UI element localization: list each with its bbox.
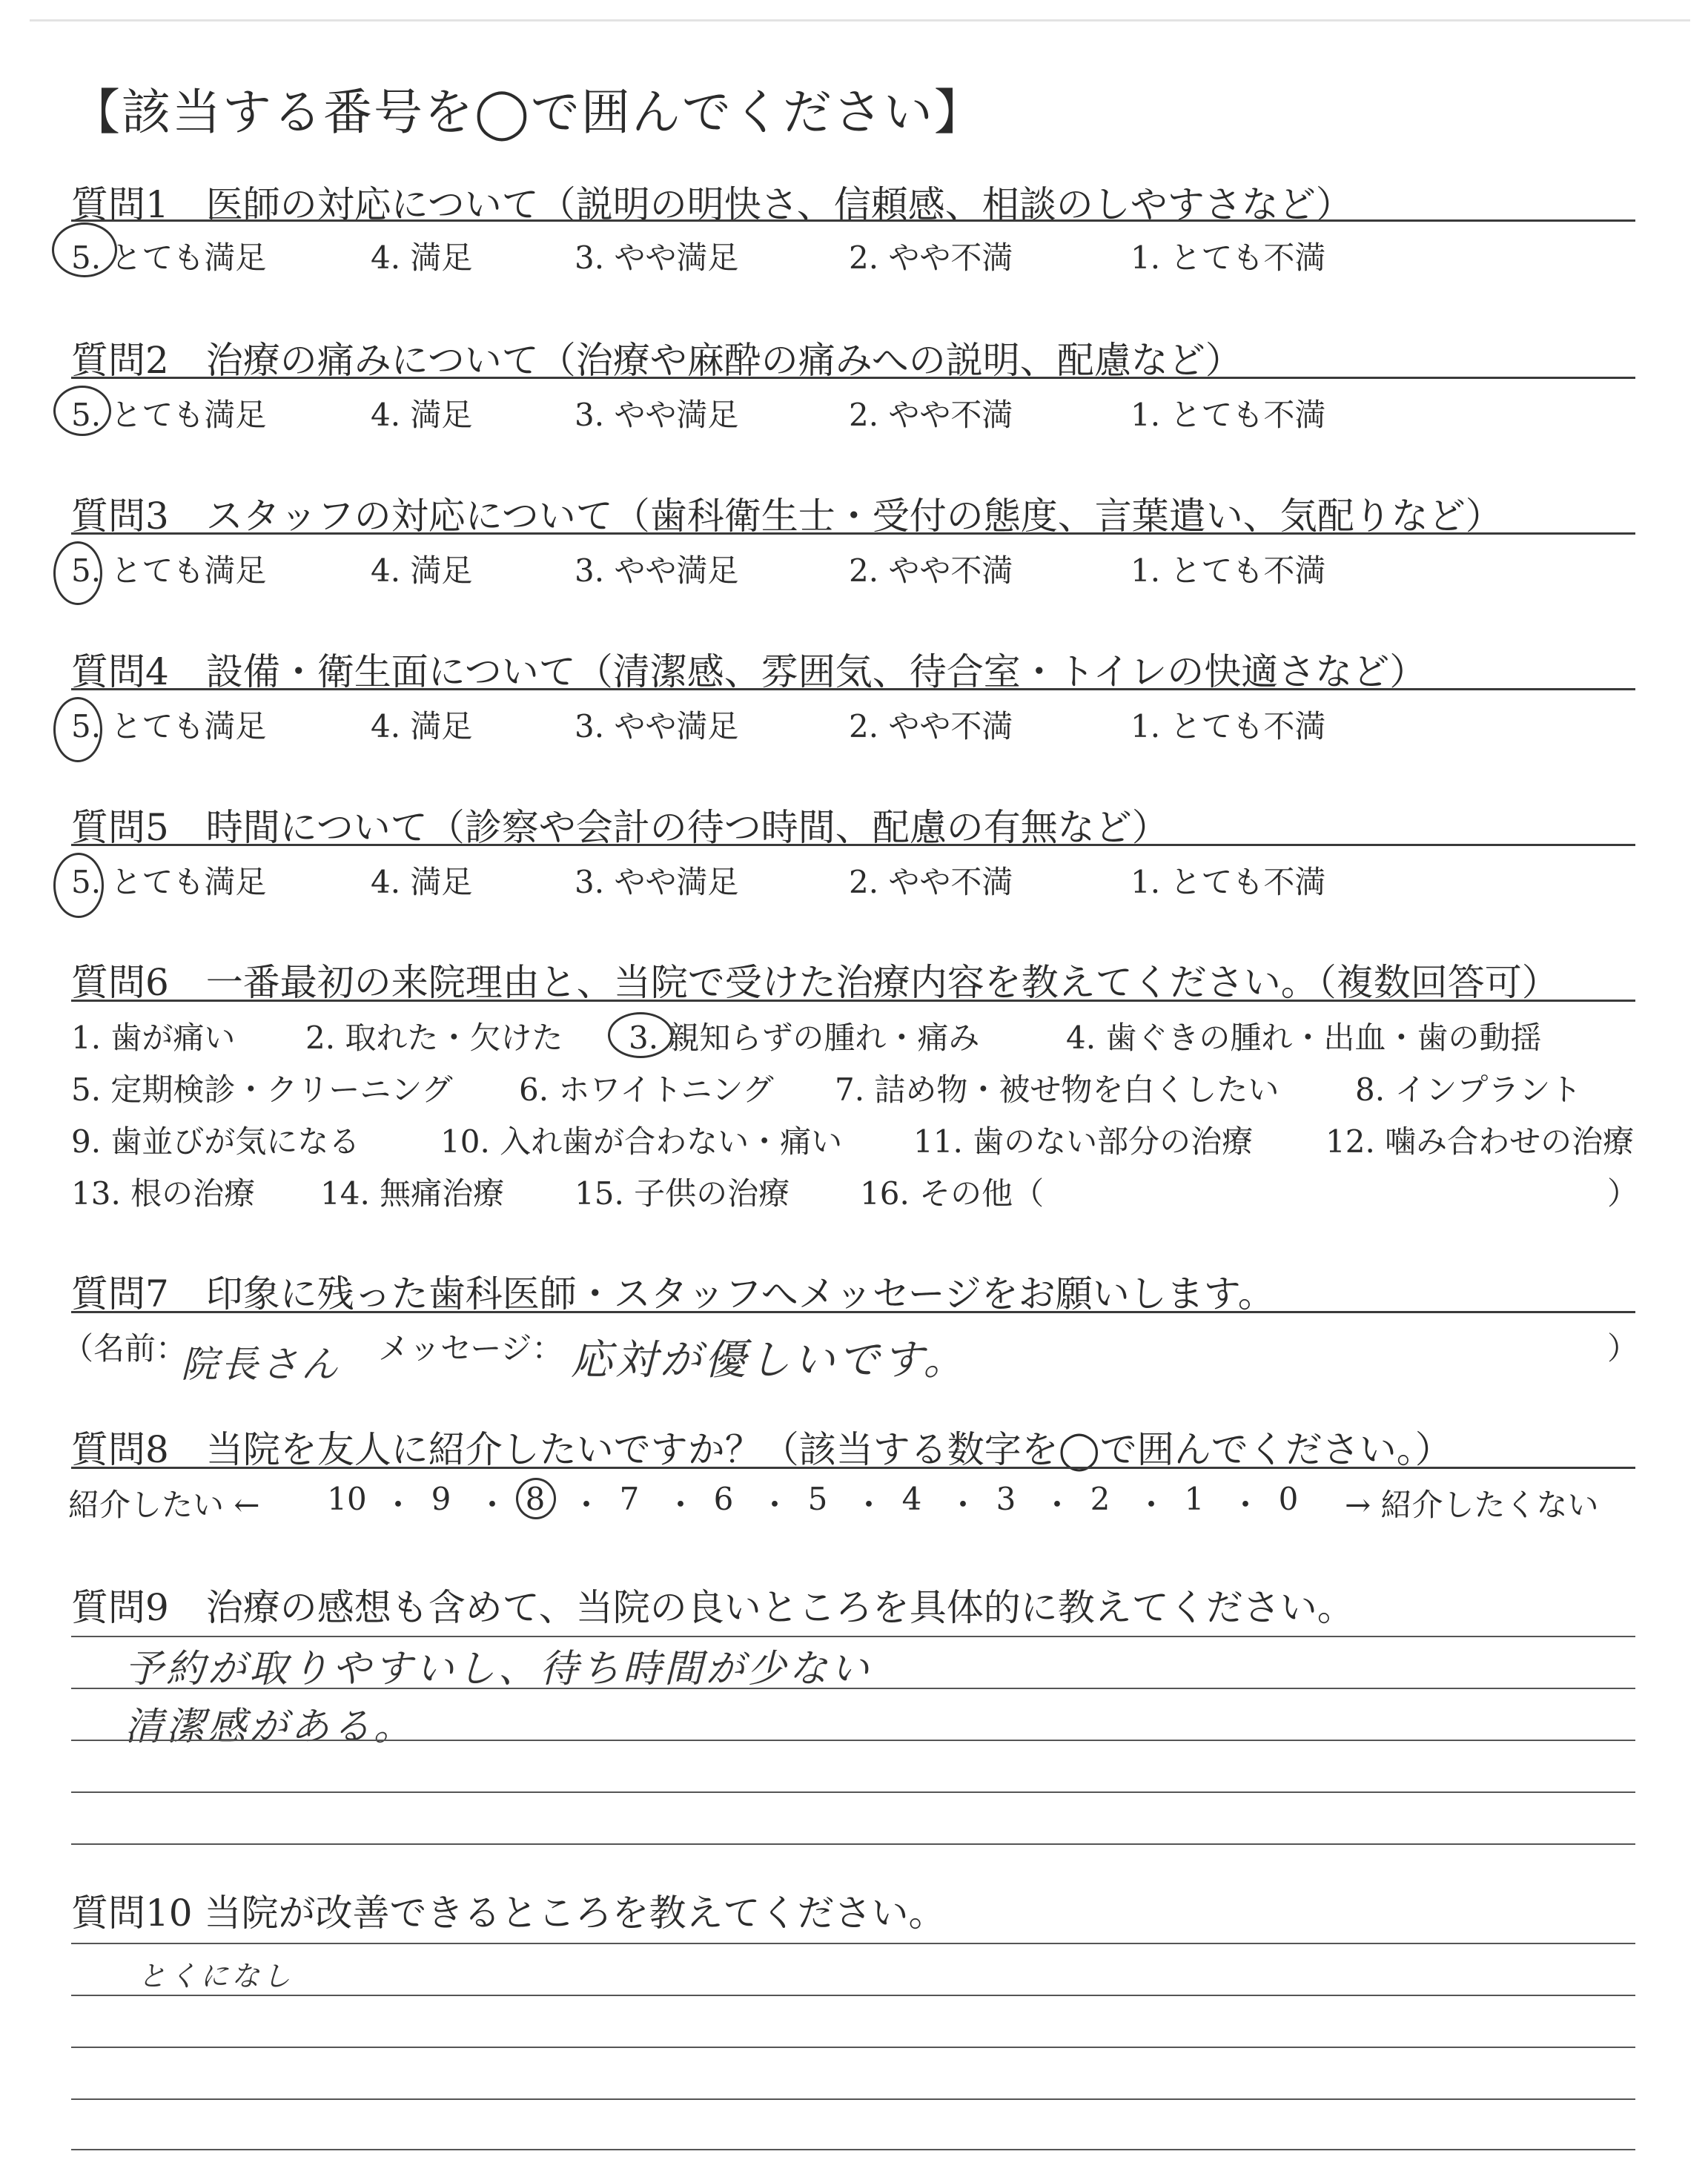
q8-left-label: 紹介したい ← [68, 1487, 260, 1523]
q6-option-10[interactable]: 10. 入れ歯が合わない・痛い [440, 1123, 843, 1160]
q5-option-1[interactable]: 1. とても不満 [1131, 864, 1326, 900]
q7-name-handwritten[interactable]: 院長さん [181, 1343, 341, 1386]
q8-scale-separator: ・ [759, 1487, 791, 1523]
q6-option-13[interactable]: 13. 根の治療 [71, 1175, 256, 1212]
question-7-label: 質問7 印象に残った歯科医師・スタッフへメッセージをお願いします。 [71, 1272, 1275, 1315]
question-9-label: 質問9 治療の感想も含めて、当院の良いところを具体的に教えてください。 [71, 1586, 1354, 1629]
q4-option-2[interactable]: 2. やや不満 [849, 708, 1013, 744]
q9-answer-handwritten-2[interactable]: 清潔感がある。 [125, 1705, 416, 1749]
q8-scale-separator: ・ [947, 1487, 979, 1523]
q5-option-2[interactable]: 2. やや不満 [849, 864, 1013, 900]
question-1-rule [71, 219, 1635, 222]
q6-option-1[interactable]: 1. 歯が痛い [71, 1020, 236, 1056]
q6-close-paren: ） [1607, 1175, 1639, 1212]
q8-scale-value[interactable]: 2 [1090, 1481, 1110, 1517]
question-6-rule [71, 1000, 1635, 1002]
q8-scale-value[interactable]: 0 [1278, 1481, 1299, 1517]
q2-option-1[interactable]: 1. とても不満 [1131, 397, 1326, 433]
question-3-rule [71, 532, 1635, 535]
q10-answer-line-2 [71, 1995, 1635, 1996]
q3-option-1[interactable]: 1. とても不満 [1131, 552, 1326, 589]
q9-answer-line-2 [71, 1688, 1635, 1689]
q2-option-5[interactable]: 5. とても満足 [71, 397, 267, 433]
q5-option-5[interactable]: 5. とても満足 [71, 864, 267, 900]
q8-scale-value[interactable]: 10 [327, 1481, 367, 1517]
q8-scale-value[interactable]: 7 [619, 1481, 640, 1517]
question-2-label: 質問2 治療の痛みについて（治療や麻酔の痛みへの説明、配慮など） [71, 339, 1242, 382]
q3-option-4[interactable]: 4. 満足 [371, 552, 473, 589]
q10-answer-handwritten-1[interactable]: とくになし [138, 1960, 294, 1992]
q1-option-4[interactable]: 4. 満足 [371, 240, 473, 276]
q6-option-9[interactable]: 9. 歯並びが気になる [71, 1123, 360, 1160]
q3-option-2[interactable]: 2. やや不満 [849, 552, 1013, 589]
q4-option-5[interactable]: 5. とても満足 [71, 708, 267, 744]
q9-answer-handwritten-1[interactable]: 予約が取りやすいし、待ち時間が少ない [125, 1647, 873, 1691]
q7-close-paren: ） [1607, 1330, 1639, 1367]
q4-option-3[interactable]: 3. やや満足 [575, 708, 739, 744]
q8-scale-value[interactable]: 8 [525, 1481, 546, 1517]
q10-answer-line-3 [71, 2047, 1635, 2048]
question-2-rule [71, 377, 1635, 379]
q8-scale-value[interactable]: 6 [713, 1481, 734, 1517]
q5-option-3[interactable]: 3. やや満足 [575, 864, 739, 900]
question-1-label: 質問1 医師の対応について（説明の明快さ、信頼感、相談のしやすさなど） [71, 183, 1353, 226]
q10-answer-line-4 [71, 2098, 1635, 2100]
top-border [30, 19, 1690, 22]
q4-option-4[interactable]: 4. 満足 [371, 708, 473, 744]
q8-scale-separator: ・ [571, 1487, 603, 1523]
q8-scale-separator: ・ [1042, 1487, 1073, 1523]
q1-option-2[interactable]: 2. やや不満 [849, 240, 1013, 276]
q8-scale-separator: ・ [477, 1487, 509, 1523]
q10-answer-line-5 [71, 2149, 1635, 2150]
q8-scale-separator: ・ [1136, 1487, 1168, 1523]
q8-scale [325, 1481, 1325, 1522]
question-7-rule [71, 1311, 1635, 1313]
q3-option-5[interactable]: 5. とても満足 [71, 552, 267, 589]
q2-option-3[interactable]: 3. やや満足 [575, 397, 739, 433]
question-6-label: 質問6 一番最初の来院理由と、当院で受けた治療内容を教えてください。（複数回答可） [71, 961, 1559, 1004]
q6-option-2[interactable]: 2. 取れた・欠けた [305, 1020, 563, 1056]
q6-option-6[interactable]: 6. ホワイトニング [519, 1071, 774, 1108]
q8-scale-separator: ・ [665, 1487, 697, 1523]
q8-scale-separator: ・ [383, 1487, 414, 1523]
q9-answer-line-5 [71, 1843, 1635, 1845]
q6-option-4[interactable]: 4. 歯ぐきの腫れ・出血・歯の動揺 [1066, 1020, 1542, 1056]
q8-scale-separator: ・ [1230, 1487, 1262, 1523]
q8-scale-value[interactable]: 4 [901, 1481, 922, 1517]
q7-message-label: メッセージ： [378, 1330, 563, 1367]
question-3-label: 質問3 スタッフの対応について（歯科衛生士・受付の態度、言葉遣い、気配りなど） [71, 495, 1503, 538]
question-8-rule [71, 1467, 1635, 1469]
q2-option-4[interactable]: 4. 満足 [371, 397, 473, 433]
q8-scale-value[interactable]: 1 [1184, 1481, 1205, 1517]
q3-option-3[interactable]: 3. やや満足 [575, 552, 739, 589]
q6-option-5[interactable]: 5. 定期検診・クリーニング [71, 1071, 453, 1108]
q7-name-label: （名前： [62, 1330, 188, 1367]
q6-option-11[interactable]: 11. 歯のない部分の治療 [913, 1123, 1254, 1160]
question-10-label: 質問10 当院が改善できるところを教えてください。 [71, 1892, 946, 1935]
q5-option-4[interactable]: 4. 満足 [371, 864, 473, 900]
q6-option-15[interactable]: 15. 子供の治療 [575, 1175, 790, 1212]
q6-option-8[interactable]: 8. インプラント [1355, 1071, 1582, 1108]
question-4-label: 質問4 設備・衛生面について（清潔感、雰囲気、待合室・トイレの快適さなど） [71, 650, 1427, 693]
q9-answer-line-4 [71, 1791, 1635, 1793]
q1-option-3[interactable]: 3. やや満足 [575, 240, 739, 276]
q8-right-label: → 紹介したくない [1345, 1487, 1599, 1523]
question-4-rule [71, 688, 1635, 690]
q8-scale-value[interactable]: 5 [807, 1481, 828, 1517]
question-5-rule [71, 844, 1635, 846]
q4-option-1[interactable]: 1. とても不満 [1131, 708, 1326, 744]
q6-option-12[interactable]: 12. 噛み合わせの治療 [1325, 1123, 1635, 1160]
q10-answer-line-1 [71, 1943, 1635, 1944]
q8-scale-value[interactable]: 3 [996, 1481, 1016, 1517]
q6-option-7[interactable]: 7. 詰め物・被せ物を白くしたい [835, 1071, 1280, 1108]
q1-option-5[interactable]: 5. とても満足 [71, 240, 267, 276]
q6-option-16[interactable]: 16. その他（ [860, 1175, 1045, 1212]
question-5-label: 質問5 時間について（診察や会計の待つ時間、配慮の有無など） [71, 806, 1169, 849]
q2-option-2[interactable]: 2. やや不満 [849, 397, 1013, 433]
selection-circle-q8 [516, 1478, 556, 1519]
page-title: 【該当する番号を◯で囲んでください】 [71, 84, 984, 141]
q9-answer-line-3 [71, 1740, 1635, 1741]
q8-scale-separator: ・ [853, 1487, 885, 1523]
q6-option-3[interactable]: 3. 親知らずの腫れ・痛み [629, 1020, 980, 1056]
q1-option-1[interactable]: 1. とても不満 [1131, 240, 1326, 276]
question-8-label: 質問8 当院を友人に紹介したいですか？（該当する数字を◯で囲んでください。） [71, 1428, 1452, 1471]
q7-message-handwritten[interactable]: 応対が優しいです。 [571, 1336, 968, 1384]
q8-scale-value[interactable]: 9 [431, 1481, 451, 1517]
q6-option-14[interactable]: 14. 無痛治療 [320, 1175, 505, 1212]
